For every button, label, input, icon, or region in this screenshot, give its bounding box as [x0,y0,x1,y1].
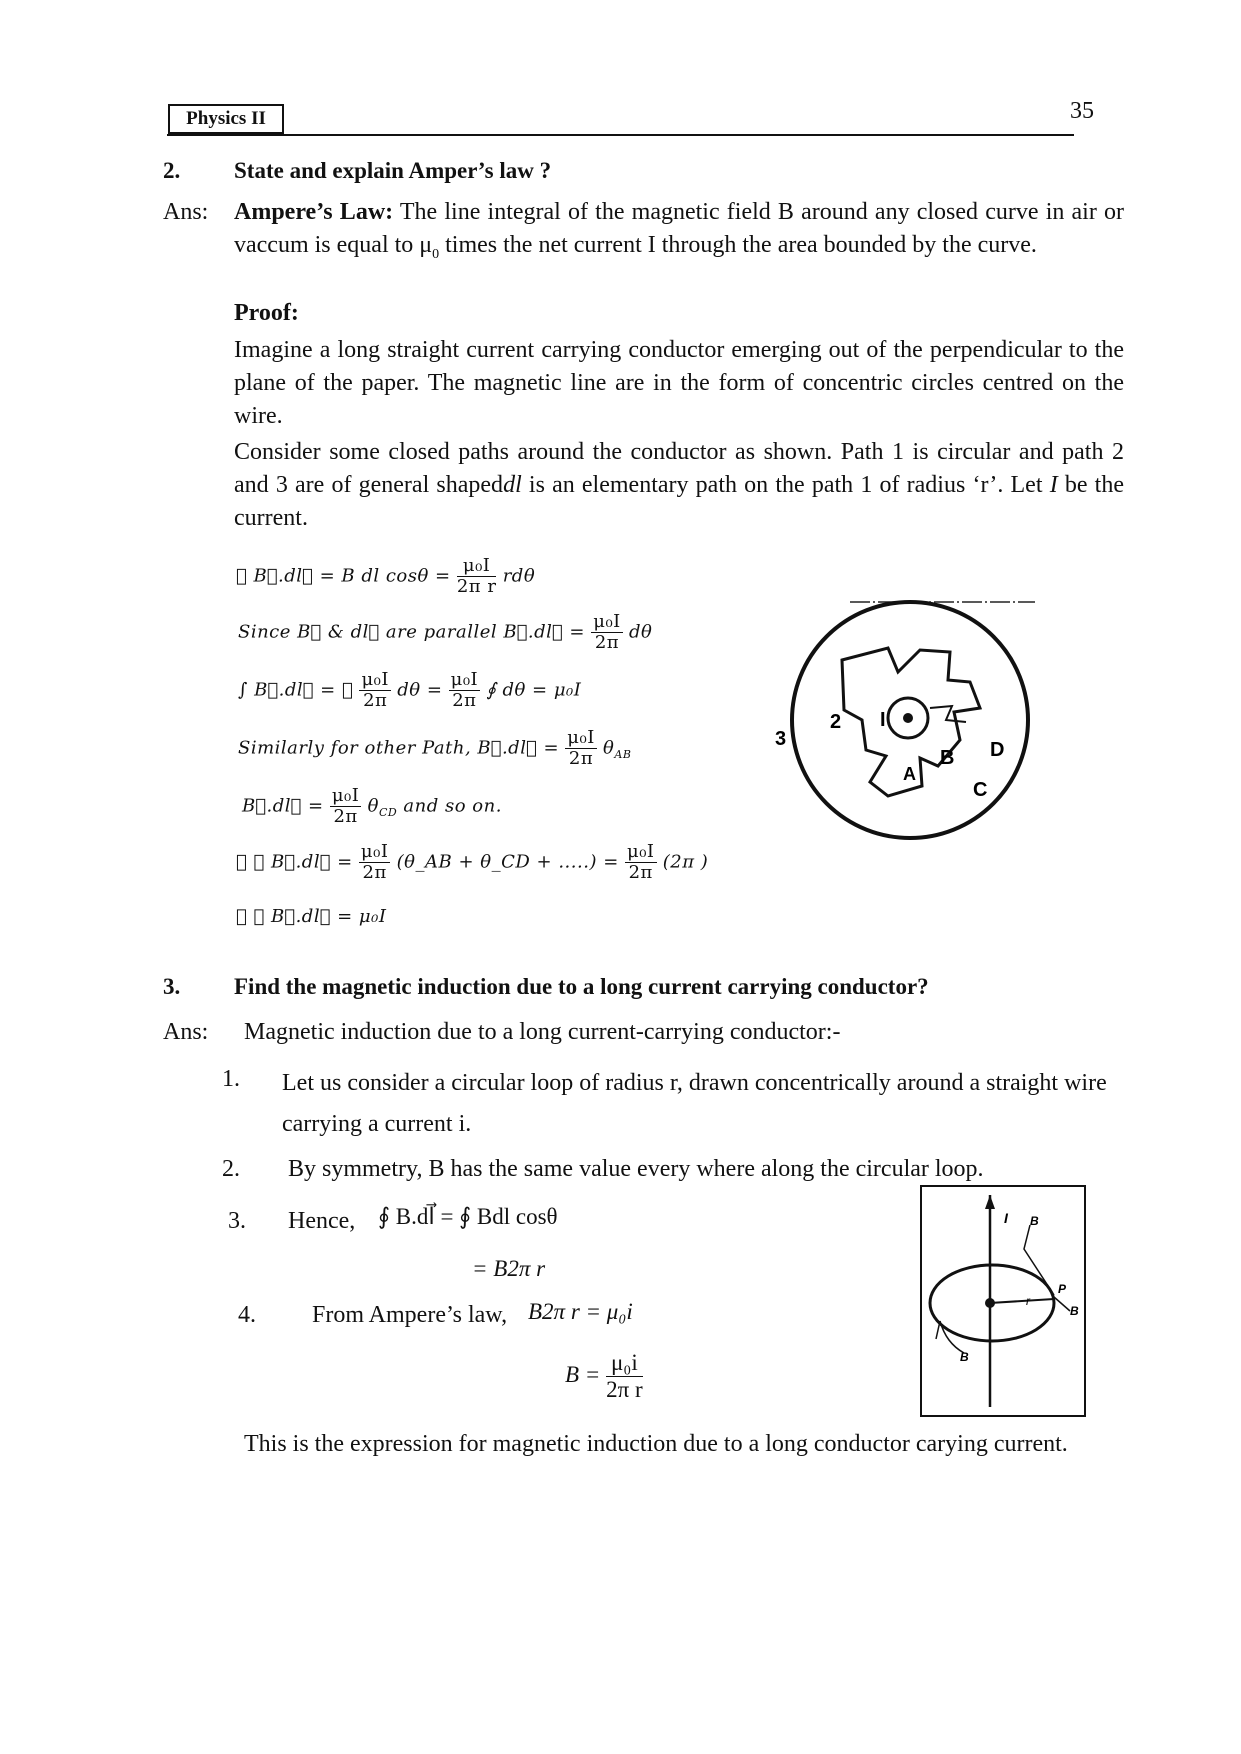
equation-3: ∫ B⃗.dl⃗ = ∮ $\frac{\text{μ₀I}}{2\pi}$ dθ = $\frac{\text{μ₀I}}{2\pi}$ ∮ dθ = μ₀I [238,669,582,711]
item-4-math: B2π r = μ₀i [528,1299,633,1324]
q3-ans-label: Ans: [163,1019,209,1045]
straight-wire-figure [920,1185,1086,1417]
item-4-number: 4. [238,1302,256,1328]
conclusion: This is the expression for magnetic induction due to a long conductor carying current. [244,1431,1068,1457]
equation-4: Similarly for other Path, B⃗.dl⃗ = $\frac{\text{μ₀I}}{2\pi}$ $\theta_{AB}$ [238,727,632,769]
law-sub: 0 [432,246,440,262]
header-divider [167,134,1074,136]
final-equation: B = $\frac{\text{μ₀i}}{\text{2π r}}$ [565,1350,643,1402]
proof-p2-b: is an elementary path on the path 1 of radius ‘r’. Let [521,472,1050,498]
equation-1: ∴ B⃗.dl⃗ = B dl cosθ = $\frac{\text{μ₀I}}{\text{2π r}}$ rdθ [236,555,536,597]
item-3-text: Hence, [288,1208,356,1234]
q2-law-paragraph [234,196,1124,271]
label-A: A [903,764,916,784]
proof-p2-a: Consider some closed paths around the conductor as shown. Path 1 is circular and path 2 and 3 are of general shaped [234,439,1124,498]
item-1-text: Let us consider a circular loop of radius r, drawn concentrically around a straight wire carrying a current i. [282,1070,1107,1137]
q3-intro: Magnetic induction due to a long current-carrying conductor:- [244,1019,841,1045]
label-wire-I: I [880,709,886,731]
label-B: B [940,747,955,769]
label-D: D [990,739,1005,761]
ampere-paths-figure [770,590,1050,850]
label-current-I: I [1004,1210,1008,1226]
q3-question: Find the magnetic induction due to a long current carrying conductor? [234,974,929,999]
label-C: C [973,779,988,801]
equation-5: B⃗.dl⃗ = $\frac{\text{μ₀I}}{2\pi}$ $\theta_{CD}$ and so on. [242,785,502,827]
item-4-text: From Ampere’s law, [312,1302,508,1328]
proof-p2-dl: dl [503,472,522,498]
law-title: Ampere’s Law: [234,199,394,225]
q3-number: 3. [163,974,181,999]
label-B-top: B [1030,1214,1039,1228]
proof-title: Proof: [234,300,299,326]
proof-paragraph-1: Imagine a long straight current carrying conductor emerging out of the perpendicular to the plane of the paper. The magnetic line are in the form of concentric circles centred on the wire. [234,337,1124,429]
label-B-bottom: B [960,1350,969,1364]
q2-question: State and explain Amper’s law ? [234,158,552,183]
proof-p2-I: I [1049,472,1058,498]
label-path-2: 2 [830,711,842,733]
equation-7: ∴ ∮ B⃗.dl⃗ = μ₀I [236,906,387,927]
law-text-1: The line integral of the magnetic field B around any closed curve in air or vaccum is equal to μ [234,199,1124,258]
item-2-text: By symmetry, B has the same value every where along the circular loop. [288,1156,984,1182]
label-B-right: B [1070,1304,1079,1318]
item-2-number: 2. [222,1156,240,1182]
label-r: r [1026,1294,1030,1308]
item-3-number: 3. [228,1208,246,1234]
conductor-dot [903,713,913,723]
proof-paragraph-2 [234,436,1124,535]
q2-ans-label: Ans: [163,199,209,225]
item-3-math: ∮ B.dl⃗ = ∮ Bdl cosθ [378,1204,558,1229]
label-P: P [1058,1282,1067,1296]
law-text-2: times the net current I through the area bounded by the curve. [439,232,1037,258]
equation-6: ∴ ∮ B⃗.dl⃗ = $\frac{\text{μ₀I}}{2\pi}$ (θ_AB + θ_CD + .....) = $\frac{\text{μ₀I}}{2\pi}$ (2π ) [236,841,709,883]
equation-2: Since B⃗ & dl⃗ are parallel B⃗.dl⃗ = $\frac{\text{μ₀I}}{2\pi}$ dθ [238,611,653,653]
item-1-number: 1. [222,1066,240,1092]
q2-number: 2. [163,158,181,183]
item-3-math-line2: = B2π r [472,1256,546,1281]
course-label: Physics II [168,104,284,134]
page-number: 35 [1070,98,1094,124]
label-path-3: 3 [775,728,787,750]
proof-p2-c: be the current. [234,472,1125,531]
